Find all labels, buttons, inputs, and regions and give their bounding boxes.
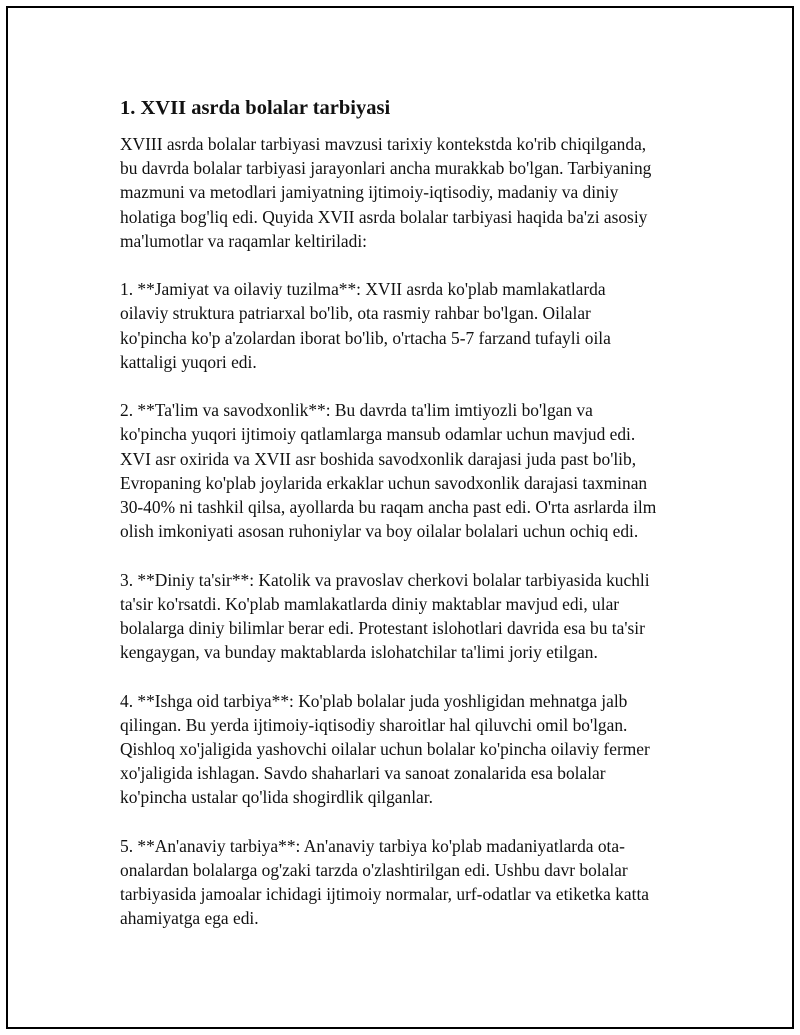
page-frame xyxy=(6,6,794,1029)
text-line: bu davrda bolalar tarbiyasi jarayonlari ancha murakkab bo'lgan. Tarbiyaning xyxy=(120,158,652,179)
text-line: ahamiyatga ega edi. xyxy=(120,908,259,929)
text-line: onalardan bolalarga og'zaki tarzda o'zlashtirilgan edi. Ushbu davr bolalar xyxy=(120,860,628,881)
paragraph-work-upbringing xyxy=(120,689,700,810)
text-line: olish imkoniyati asosan ruhoniylar va boy oilalar bolalari uchun ochiq edi. xyxy=(120,521,639,542)
text-line: Evropaning ko'plab joylarida erkaklar uchun savodxonlik darajasi taxminan xyxy=(120,472,648,493)
text-line: tarbiyasida jamoalar ichidagi ijtimoiy normalar, urf-odatlar va etiketka katta xyxy=(120,884,650,905)
text-line: qilingan. Bu yerda ijtimoiy-iqtisodiy sharoitlar hal qiluvchi omil bo'lgan. xyxy=(120,714,628,735)
text-line: XVIII asrda bolalar tarbiyasi mavzusi tarixiy kontekstda ko'rib chiqilganda, xyxy=(120,134,647,154)
text-line: mazmuni va metodlari jamiyatning ijtimoiy-iqtisodiy, madaniy va diniy xyxy=(120,182,619,203)
text-line: 3. **Diniy ta'sir**: Katolik va pravoslav cherkovi bolalar tarbiyasida kuchli xyxy=(120,569,650,590)
text-line: 2. **Ta'lim va savodxonlik**: Bu davrda ta'lim imtiyozli bo'lgan va xyxy=(120,400,593,421)
text-line: ta'sir ko'rsatdi. Ko'plab mamlakatlarda diniy maktablar mavjud edi, ular xyxy=(120,593,620,614)
text-line: ko'pincha ustalar qo'lida shogirdlik qilganlar. xyxy=(120,787,433,808)
text-line: holatiga bog'liq edi. Quyida XVII asrda bolalar tarbiyasi haqida ba'zi asosiy xyxy=(120,206,648,227)
document-body xyxy=(120,95,700,955)
text-line: 4. **Ishga oid tarbiya**: Ko'plab bolalar juda yoshligidan mehnatga jalb xyxy=(120,690,628,711)
text-line: 5. **An'anaviy tarbiya**: An'anaviy tarbiya ko'plab madaniyatlarda ota- xyxy=(120,835,625,856)
paragraph-traditional-upbringing xyxy=(120,834,700,931)
text-line: oilaviy struktura patriarxal bo'lib, ota rasmiy rahbar bo'lgan. Oilalar xyxy=(120,303,591,324)
text-line: 30-40% ni tashkil qilsa, ayollarda bu raqam ancha past edi. O'rta asrlarda ilm xyxy=(120,497,657,518)
text-line: Qishloq xo'jaligida yashovchi oilalar uchun bolalar ko'pincha oilaviy fermer xyxy=(120,739,650,760)
text-line: xo'jaligida ishlagan. Savdo shaharlari va sanoat zonalarida esa bolalar xyxy=(120,763,606,784)
text-line: kengaygan, va bunday maktablarda islohatchilar ta'limi joriy etilgan. xyxy=(120,642,598,663)
text-line: ko'pincha ko'p a'zolardan iborat bo'lib, o'rtacha 5-7 farzand tufayli oila xyxy=(120,327,611,348)
text-line: kattaligi yuqori edi. xyxy=(120,351,257,372)
text-line: 1. **Jamiyat va oilaviy tuzilma**: XVII asrda ko'plab mamlakatlarda xyxy=(120,279,606,300)
document-title: 1. XVII asrda bolalar tarbiyasi xyxy=(120,97,391,119)
paragraph-education-literacy xyxy=(120,398,700,543)
text-line: ko'pincha yuqori ijtimoiy qatlamlarga mansub odamlar uchun mavjud edi. xyxy=(120,424,636,445)
paragraph-religious-influence xyxy=(120,568,700,665)
text-line: bolalarga diniy bilimlar berar edi. Protestant islohotlari davrida esa bu ta'sir xyxy=(120,618,645,639)
text-line: ma'lumotlar va raqamlar keltiriladi: xyxy=(120,230,367,251)
text-line: XVI asr oxirida va XVII asr boshida savodxonlik darajasi juda past bo'lib, xyxy=(120,448,637,469)
paragraph-family-structure xyxy=(120,277,700,374)
intro-paragraph xyxy=(120,132,700,253)
